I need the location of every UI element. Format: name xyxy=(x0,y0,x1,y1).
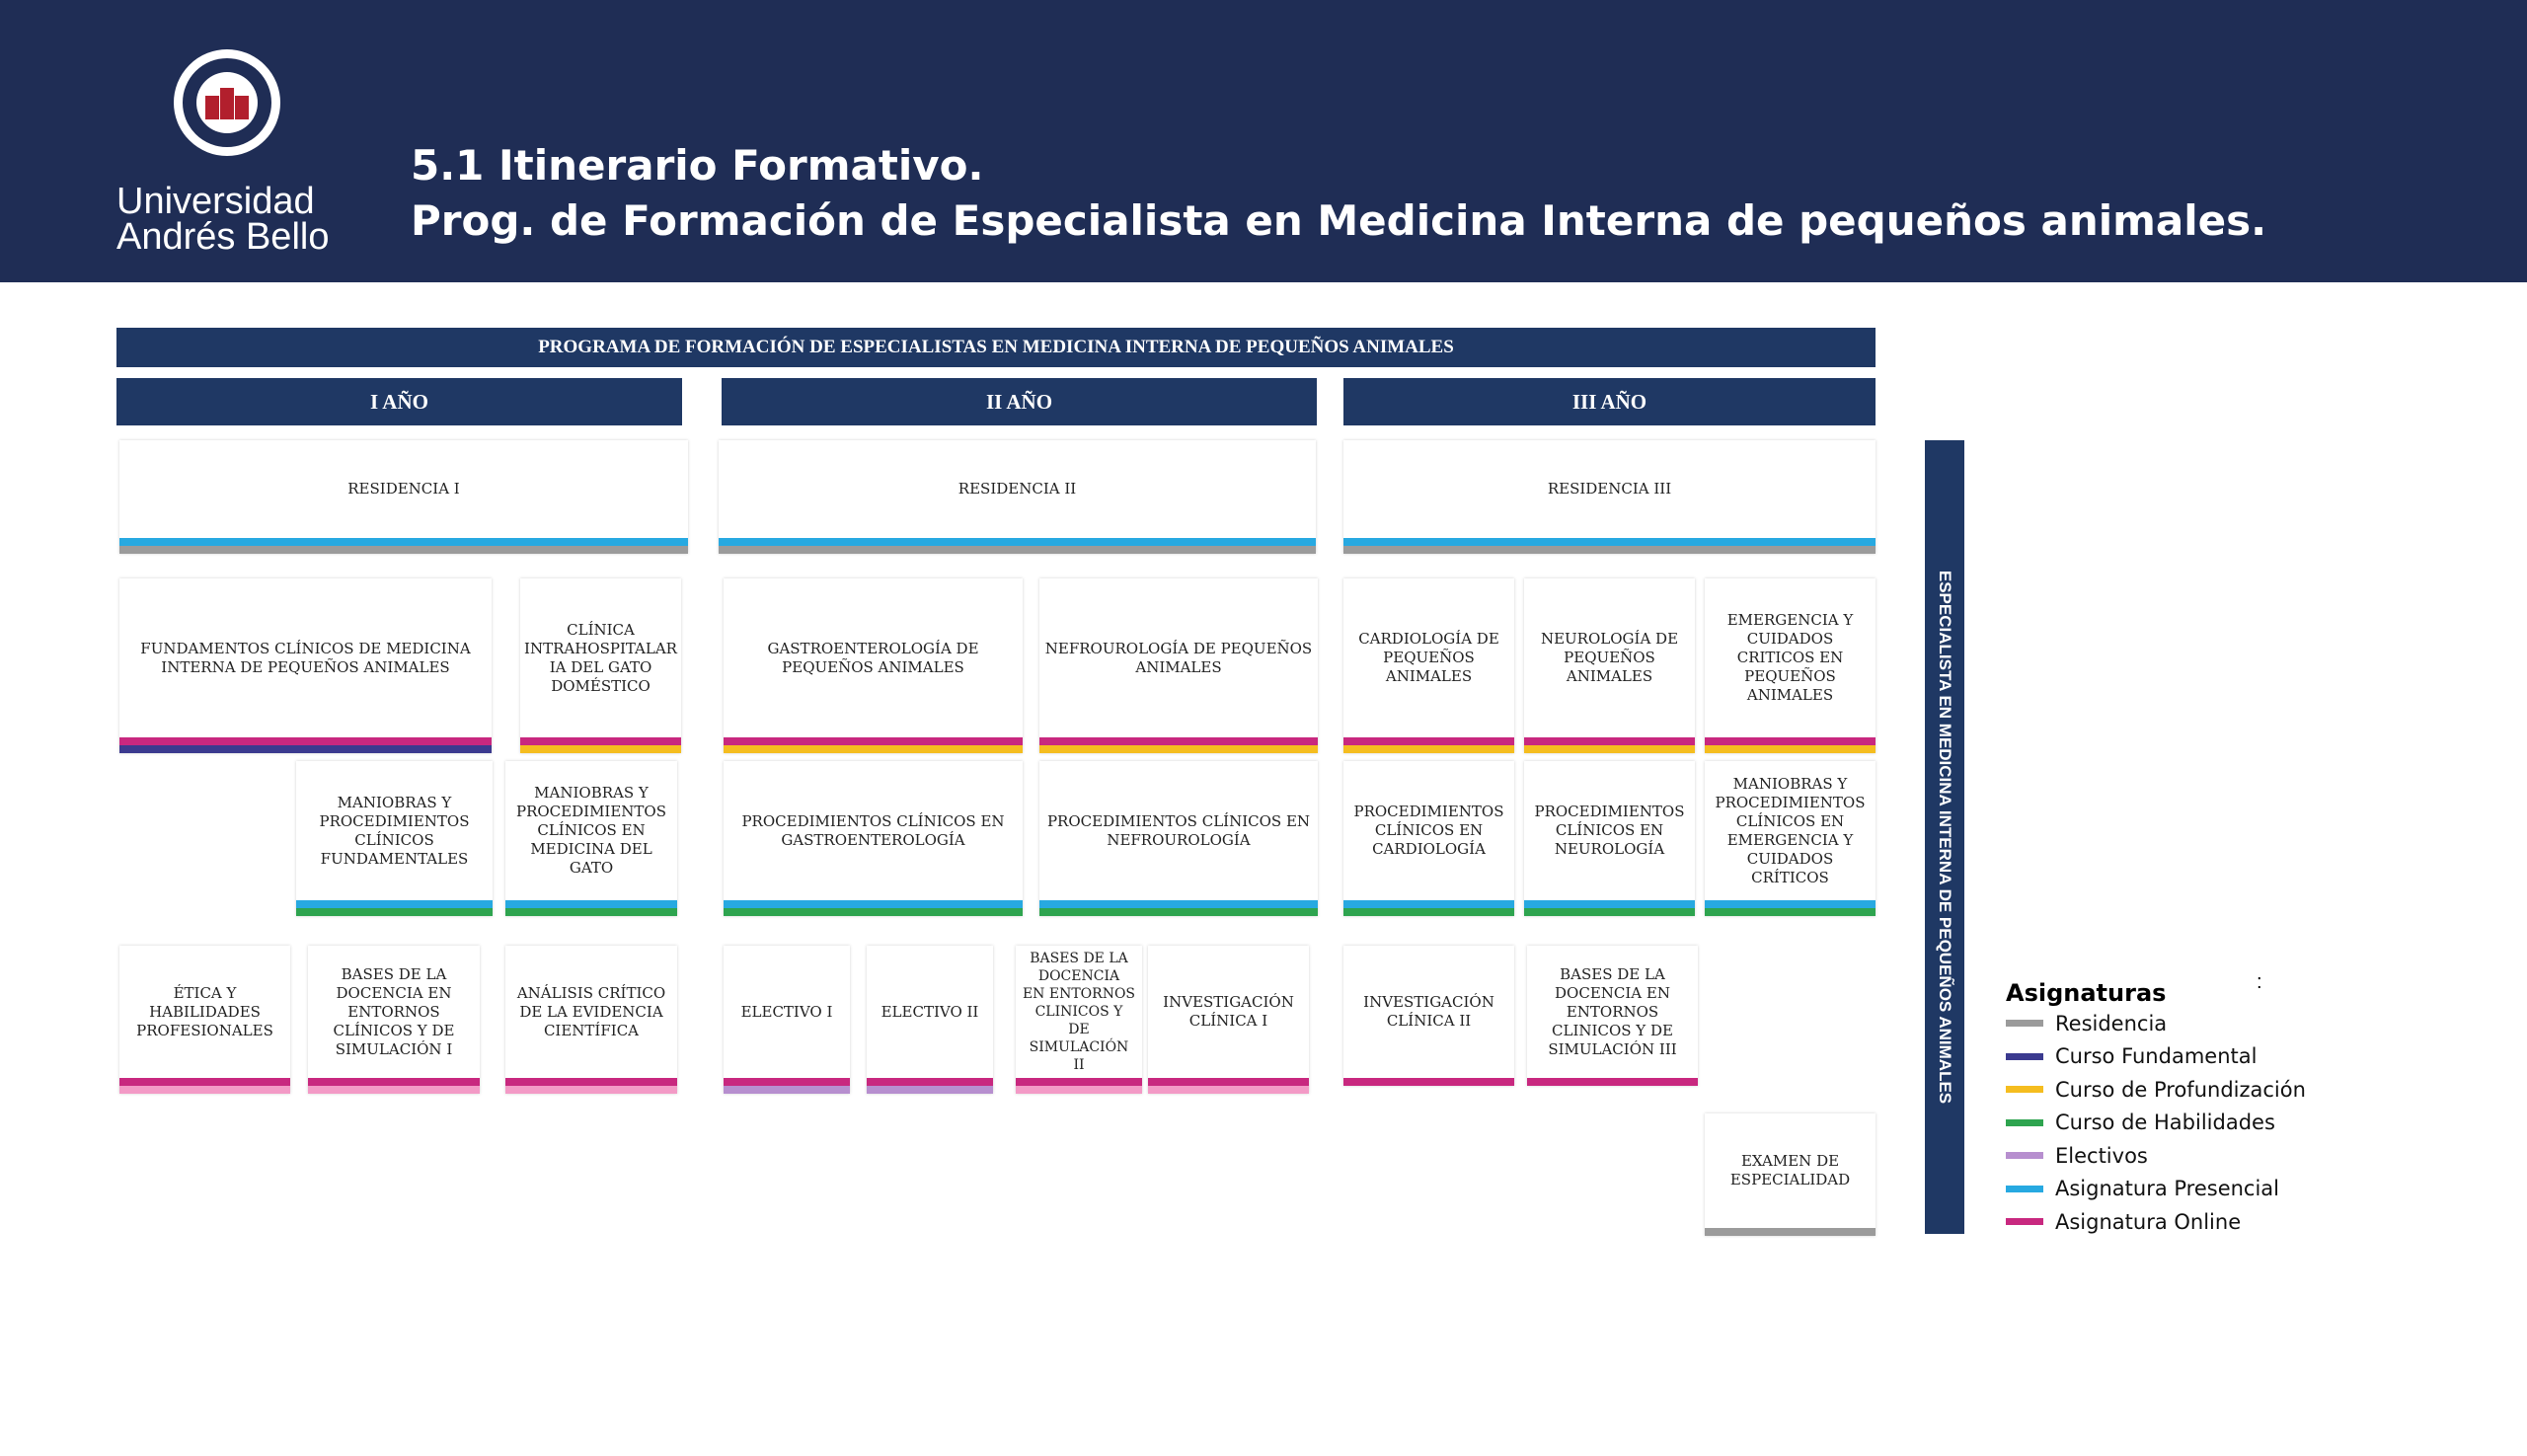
legend-item-asignatura-presencial xyxy=(2006,1173,2332,1206)
course-label: RESIDENCIA I xyxy=(347,480,460,498)
legend-swatch xyxy=(2006,1186,2043,1192)
legend-title: Asignaturas xyxy=(2006,979,2167,1007)
program-title-bar: PROGRAMA DE FORMACIÓN DE ESPECIALISTAS EN MEDICINA INTERNA DE PEQUEÑOS ANIMALES xyxy=(116,328,1876,367)
course-label: PROCEDIMIENTOS CLÍNICOS EN NEUROLOGÍA xyxy=(1534,803,1685,858)
course-card-procedimientos-gastro xyxy=(724,761,1023,916)
course-card-procedimientos-nefro xyxy=(1039,761,1318,916)
year-header-1: I AÑO xyxy=(116,378,682,425)
legend-swatch xyxy=(2006,1119,2043,1126)
course-card-residencia-1 xyxy=(119,440,688,554)
course-card-residencia-2 xyxy=(719,440,1316,554)
legend-label: Residencia xyxy=(2055,1011,2168,1035)
vertical-label: ESPECIALISTA EN MEDICINA INTERNA DE PEQUEÑOS ANIMALES xyxy=(1936,570,1954,1105)
course-label: CLÍNICA INTRAHOSPITALAR IA DEL GATO DOMÉSTICO xyxy=(524,620,677,695)
legend xyxy=(2006,979,2332,1239)
course-card-etica xyxy=(119,946,290,1094)
logo-emblem-icon xyxy=(174,49,280,156)
course-card-electivo-1 xyxy=(724,946,850,1094)
legend-item-curso-fundamental xyxy=(2006,1040,2332,1074)
course-label: PROCEDIMIENTOS CLÍNICOS EN NEFROUROLOGÍA xyxy=(1046,811,1311,849)
logo-line-2: Andrés Bello xyxy=(116,216,330,258)
course-label: CARDIOLOGÍA DE PEQUEÑOS ANIMALES xyxy=(1358,630,1499,685)
course-card-bases-docencia-2 xyxy=(1016,946,1142,1094)
course-label: PROCEDIMIENTOS CLÍNICOS EN GASTROENTEROLOGÍA xyxy=(741,811,1005,849)
course-label: ÉTICA Y HABILIDADES PROFESIONALES xyxy=(136,983,273,1039)
legend-label: Curso Fundamental xyxy=(2055,1044,2258,1069)
course-card-residencia-3 xyxy=(1343,440,1876,554)
legend-swatch xyxy=(2006,1020,2043,1027)
legend-item-electivos xyxy=(2006,1139,2332,1173)
course-card-investigacion-2 xyxy=(1343,946,1514,1086)
legend-colon: : xyxy=(2257,971,2262,993)
course-label: BASES DE LA DOCENCIA EN ENTORNOS CLINICOS Y DE SIMULACIÓN III xyxy=(1548,964,1677,1058)
title-line-2: Prog. de Formación de Especialista en Medicina Interna de pequeños animales. xyxy=(411,196,2267,245)
legend-swatch xyxy=(2006,1152,2043,1159)
course-label: EMERGENCIA Y CUIDADOS CRITICOS EN PEQUEÑOS ANIMALES xyxy=(1726,611,1854,704)
course-card-maniobras-emergencia xyxy=(1705,761,1876,916)
course-label: NEFROUROLOGÍA DE PEQUEÑOS ANIMALES xyxy=(1044,639,1313,676)
legend-label: Electivos xyxy=(2055,1143,2148,1168)
legend-item-curso-profundizacion xyxy=(2006,1073,2332,1107)
course-label: BASES DE LA DOCENCIA EN ENTORNOS CLINICOS Y DE SIMULACIÓN II xyxy=(1022,951,1136,1073)
course-card-maniobras-gato xyxy=(505,761,677,916)
course-label: INVESTIGACIÓN CLÍNICA I xyxy=(1163,993,1294,1030)
course-card-neurologia xyxy=(1524,578,1695,753)
course-card-investigacion-1 xyxy=(1148,946,1309,1094)
course-label: MANIOBRAS Y PROCEDIMIENTOS CLÍNICOS EN EMERGENCIA Y CUIDADOS CRÍTICOS xyxy=(1715,774,1866,886)
course-card-bases-docencia-3 xyxy=(1527,946,1698,1086)
year-header-3: III AÑO xyxy=(1343,378,1876,425)
legend-item-asignatura-online xyxy=(2006,1205,2332,1239)
course-card-clinica-gato xyxy=(520,578,681,753)
legend-item-curso-habilidades xyxy=(2006,1107,2332,1140)
course-label: ANÁLISIS CRÍTICO DE LA EVIDENCIA CIENTÍFICA xyxy=(516,983,666,1039)
university-logo xyxy=(116,49,365,257)
course-card-examen-especialidad xyxy=(1705,1113,1876,1236)
course-card-nefrourologia xyxy=(1039,578,1318,753)
course-label: MANIOBRAS Y PROCEDIMIENTOS CLÍNICOS EN MEDICINA DEL GATO xyxy=(516,784,666,877)
legend-swatch xyxy=(2006,1218,2043,1225)
legend-label: Asignatura Online xyxy=(2055,1209,2242,1234)
legend-label: Asignatura Presencial xyxy=(2055,1177,2280,1201)
course-label: GASTROENTEROLOGÍA DE PEQUEÑOS ANIMALES xyxy=(767,639,979,676)
course-card-maniobras-fundamentales xyxy=(296,761,493,916)
course-label: EXAMEN DE ESPECIALIDAD xyxy=(1729,1152,1851,1188)
course-card-electivo-2 xyxy=(867,946,993,1094)
logo-line-1: Universidad xyxy=(116,181,315,222)
course-card-gastroenterologia xyxy=(724,578,1023,753)
course-label: INVESTIGACIÓN CLÍNICA II xyxy=(1363,993,1494,1030)
course-card-procedimientos-neuro xyxy=(1524,761,1695,916)
course-label: PROCEDIMIENTOS CLÍNICOS EN CARDIOLOGÍA xyxy=(1353,803,1504,858)
course-card-analisis-critico xyxy=(505,946,677,1094)
course-label: BASES DE LA DOCENCIA EN ENTORNOS CLÍNICOS Y DE SIMULACIÓN I xyxy=(333,964,455,1058)
course-label: RESIDENCIA II xyxy=(957,480,1077,498)
header-banner xyxy=(0,0,2527,282)
course-label: MANIOBRAS Y PROCEDIMIENTOS CLÍNICOS FUNDAMENTALES xyxy=(319,793,470,868)
page-title xyxy=(411,138,2266,249)
legend-item-residencia xyxy=(2006,1007,2332,1040)
course-label: FUNDAMENTOS CLÍNICOS DE MEDICINA INTERNA DE PEQUEÑOS ANIMALES xyxy=(140,639,471,676)
course-card-procedimientos-cardio xyxy=(1343,761,1514,916)
legend-swatch xyxy=(2006,1086,2043,1093)
specialist-vertical-bar xyxy=(1925,440,1964,1234)
course-label: ELECTIVO I xyxy=(740,1002,833,1021)
course-card-cardiologia xyxy=(1343,578,1514,753)
year-header-2: II AÑO xyxy=(722,378,1317,425)
course-card-bases-docencia-1 xyxy=(308,946,480,1094)
legend-swatch xyxy=(2006,1053,2043,1060)
legend-label: Curso de Profundización xyxy=(2055,1077,2306,1102)
course-card-fundamentos xyxy=(119,578,492,753)
course-label: RESIDENCIA III xyxy=(1547,480,1672,498)
course-card-emergencia xyxy=(1705,578,1876,753)
course-label: ELECTIVO II xyxy=(881,1002,979,1021)
title-line-1: 5.1 Itinerario Formativo. xyxy=(411,141,984,190)
legend-label: Curso de Habilidades xyxy=(2055,1111,2275,1135)
course-label: NEUROLOGÍA DE PEQUEÑOS ANIMALES xyxy=(1540,630,1679,685)
